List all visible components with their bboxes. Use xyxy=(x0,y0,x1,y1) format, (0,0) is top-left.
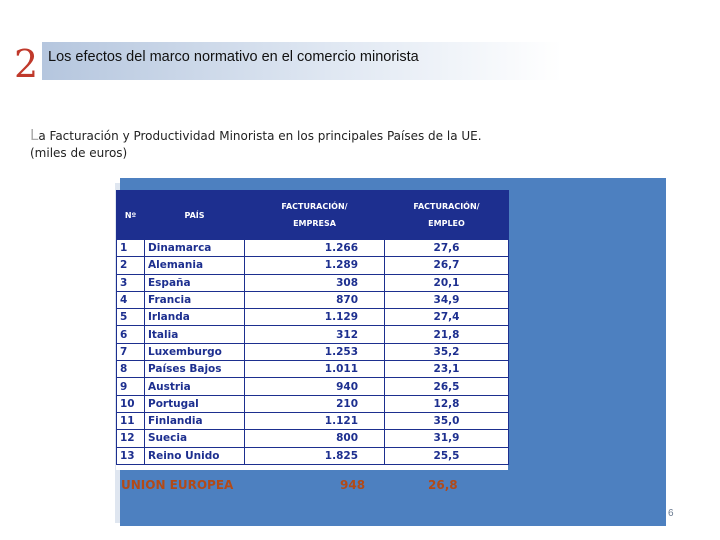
row-country: Portugal xyxy=(145,395,245,412)
row-fact-empresa: 870 xyxy=(245,291,385,308)
subtitle xyxy=(30,127,482,162)
row-country: Dinamarca xyxy=(145,240,245,257)
row-country: Suecia xyxy=(145,430,245,447)
table-row xyxy=(117,447,509,464)
row-fact-empresa: 1.253 xyxy=(245,343,385,360)
row-num: 9 xyxy=(117,378,145,395)
row-country: Irlanda xyxy=(145,309,245,326)
row-fact-empleo: 23,1 xyxy=(385,361,509,378)
row-num: 4 xyxy=(117,291,145,308)
subtitle-first-letter: L xyxy=(30,126,39,144)
row-fact-empresa: 210 xyxy=(245,395,385,412)
title-bar xyxy=(42,42,562,80)
table-row xyxy=(117,412,509,429)
row-num: 12 xyxy=(117,430,145,447)
row-fact-empresa: 800 xyxy=(245,430,385,447)
total-fact-empresa: 948 xyxy=(340,478,366,492)
slide-title: Los efectos del marco normativo en el comercio minorista xyxy=(48,49,419,65)
page-number: 6 xyxy=(668,508,674,519)
row-country: Italia xyxy=(145,326,245,343)
row-fact-empleo: 35,2 xyxy=(385,343,509,360)
row-fact-empresa: 1.289 xyxy=(245,257,385,274)
row-num: 3 xyxy=(117,274,145,291)
row-country: Reino Unido xyxy=(145,447,245,464)
row-fact-empleo: 31,9 xyxy=(385,430,509,447)
row-num: 11 xyxy=(117,412,145,429)
header-fact-line2: EMPRESA xyxy=(293,219,336,228)
row-country: Luxemburgo xyxy=(145,343,245,360)
row-country: Alemania xyxy=(145,257,245,274)
row-fact-empleo: 27,4 xyxy=(385,309,509,326)
table-row xyxy=(117,326,509,343)
row-fact-empleo: 27,6 xyxy=(385,240,509,257)
row-fact-empleo: 34,9 xyxy=(385,291,509,308)
row-num: 13 xyxy=(117,447,145,464)
header-num: Nº xyxy=(117,191,145,240)
total-label: UNION EUROPEA xyxy=(121,478,234,492)
row-country: Francia xyxy=(145,291,245,308)
header-emp-line2: EMPLEO xyxy=(428,219,465,228)
row-fact-empleo: 20,1 xyxy=(385,274,509,291)
row-fact-empleo: 12,8 xyxy=(385,395,509,412)
row-fact-empresa: 312 xyxy=(245,326,385,343)
row-num: 10 xyxy=(117,395,145,412)
table-row xyxy=(117,395,509,412)
table-row xyxy=(117,430,509,447)
total-fact-empleo: 26,8 xyxy=(428,478,458,492)
row-num: 6 xyxy=(117,326,145,343)
table-row xyxy=(117,378,509,395)
row-country: Austria xyxy=(145,378,245,395)
table-row xyxy=(117,343,509,360)
subtitle-line2: (miles de euros) xyxy=(30,146,128,160)
row-fact-empleo: 21,8 xyxy=(385,326,509,343)
row-fact-empresa: 1.011 xyxy=(245,361,385,378)
row-num: 2 xyxy=(117,257,145,274)
table-row xyxy=(117,361,509,378)
table-row xyxy=(117,274,509,291)
row-fact-empleo: 35,0 xyxy=(385,412,509,429)
table-row xyxy=(117,291,509,308)
row-fact-empleo: 25,5 xyxy=(385,447,509,464)
row-fact-empresa: 308 xyxy=(245,274,385,291)
row-fact-empresa: 1.825 xyxy=(245,447,385,464)
header-fact-empresa xyxy=(245,191,385,240)
row-fact-empleo: 26,7 xyxy=(385,257,509,274)
row-num: 5 xyxy=(117,309,145,326)
row-country: Países Bajos xyxy=(145,361,245,378)
table-row xyxy=(117,240,509,257)
row-num: 1 xyxy=(117,240,145,257)
row-country: España xyxy=(145,274,245,291)
row-fact-empresa: 940 xyxy=(245,378,385,395)
row-fact-empresa: 1.121 xyxy=(245,412,385,429)
retail-table xyxy=(116,190,509,465)
subtitle-line1: a Facturación y Productividad Minorista en los principales Países de la UE. xyxy=(38,129,482,143)
table-row xyxy=(117,309,509,326)
row-country: Finlandia xyxy=(145,412,245,429)
section-number: 2 xyxy=(14,42,39,86)
row-num: 8 xyxy=(117,361,145,378)
table-header-row xyxy=(117,191,509,240)
row-fact-empresa: 1.266 xyxy=(245,240,385,257)
row-fact-empleo: 26,5 xyxy=(385,378,509,395)
table-row xyxy=(117,257,509,274)
header-fact-empleo xyxy=(385,191,509,240)
row-fact-empresa: 1.129 xyxy=(245,309,385,326)
header-emp-line1: FACTURACIÓN/ xyxy=(413,202,480,211)
header-fact-line1: FACTURACIÓN/ xyxy=(281,202,348,211)
header-country: PAÍS xyxy=(145,191,245,240)
row-num: 7 xyxy=(117,343,145,360)
